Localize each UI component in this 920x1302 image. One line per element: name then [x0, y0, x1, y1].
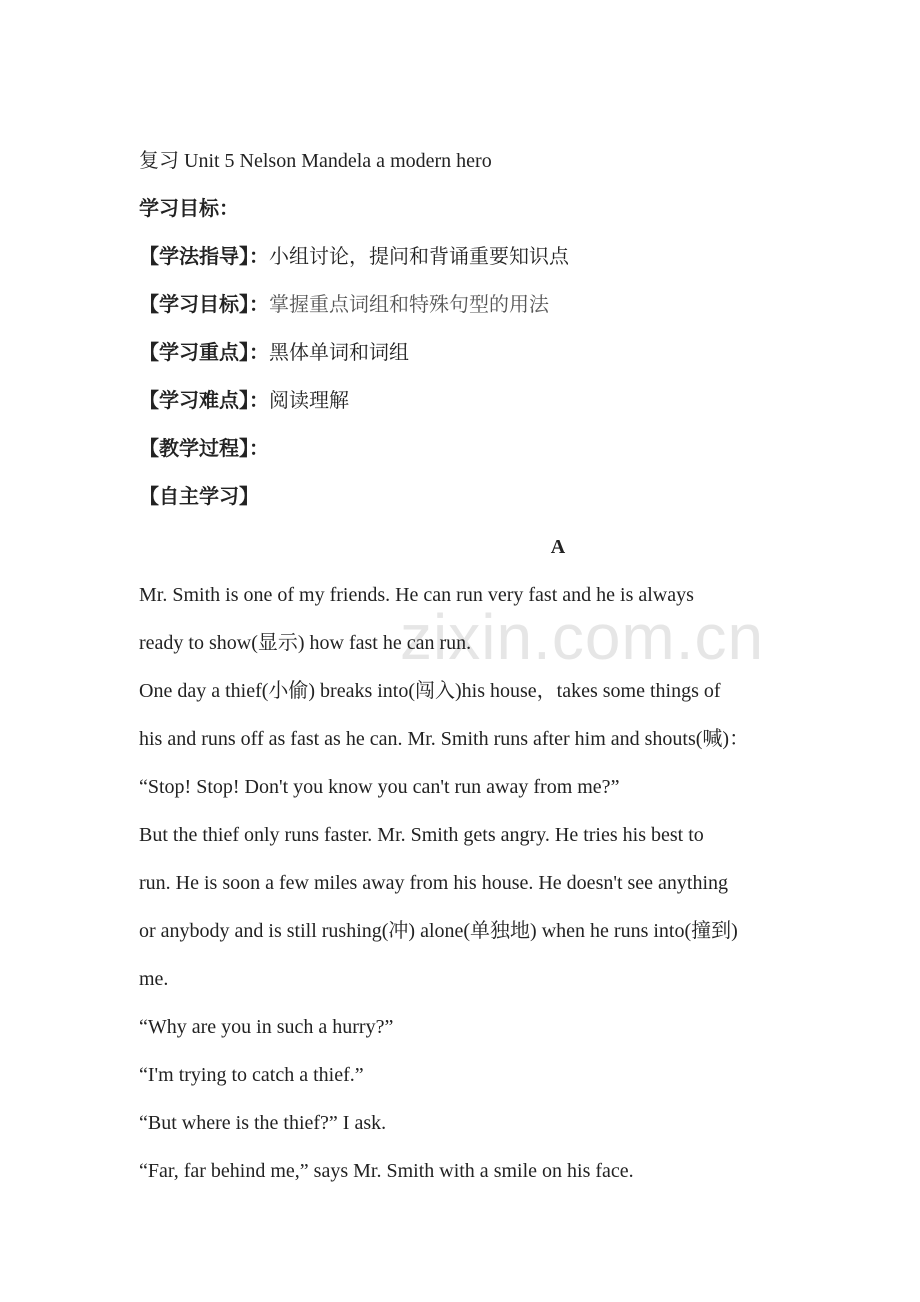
passage-line: But the thief only runs faster. Mr. Smith gets angry. He tries his best to — [139, 824, 704, 846]
difficulty-label: 【学习难点】： — [139, 390, 269, 412]
passage-line: “But where is the thief?” I ask. — [139, 1112, 387, 1134]
difficulty-text: 阅读理解 — [269, 390, 349, 412]
objective-label: 【学习目标】： — [139, 294, 269, 316]
passage-line: “Far, far behind me,” says Mr. Smith with a smile on his face. — [139, 1160, 634, 1182]
passage-line: run. He is soon a few miles away from his house. He doesn't see anything — [139, 872, 729, 894]
objective-text: 掌握重点词组和特殊句型的用法 — [269, 294, 549, 316]
passage-line: me. — [139, 968, 169, 990]
passage-line: “Stop! Stop! Don't you know you can't run away from me?” — [139, 776, 620, 798]
method-label: 【学法指导】： — [139, 246, 269, 268]
objective-row — [139, 291, 549, 319]
process-label: 【教学过程】： — [139, 438, 269, 460]
key-points-text: 黑体单词和词组 — [269, 342, 409, 364]
difficulty-row — [139, 387, 349, 415]
passage-line: ready to show(显示) how fast he can run. — [139, 632, 472, 654]
goals-heading: 学习目标： — [139, 198, 239, 220]
passage-line: his and runs off as fast as he can. Mr. Smith runs after him and shouts(喊)： — [139, 728, 750, 750]
method-row — [139, 243, 569, 271]
passage-line: One day a thief(小偷) breaks into(闯入)his house，takes some things of — [139, 680, 721, 702]
key-points-row — [139, 339, 409, 367]
watermark: zixin.com.cn — [400, 601, 765, 673]
self-study-label: 【自主学习】 — [139, 486, 259, 508]
passage-line: “I'm trying to catch a thief.” — [139, 1064, 364, 1086]
key-points-label: 【学习重点】： — [139, 342, 269, 364]
passage-line: or anybody and is still rushing(冲) alone(单独地) when he runs into(撞到) — [139, 920, 738, 942]
section-letter: A — [550, 536, 566, 558]
doc-title: 复习 Unit 5 Nelson Mandela a modern hero — [139, 150, 492, 172]
passage-line: “Why are you in such a hurry?” — [139, 1016, 394, 1038]
method-text: 小组讨论，提问和背诵重要知识点 — [269, 246, 569, 268]
passage-line: Mr. Smith is one of my friends. He can run very fast and he is always — [139, 584, 694, 606]
